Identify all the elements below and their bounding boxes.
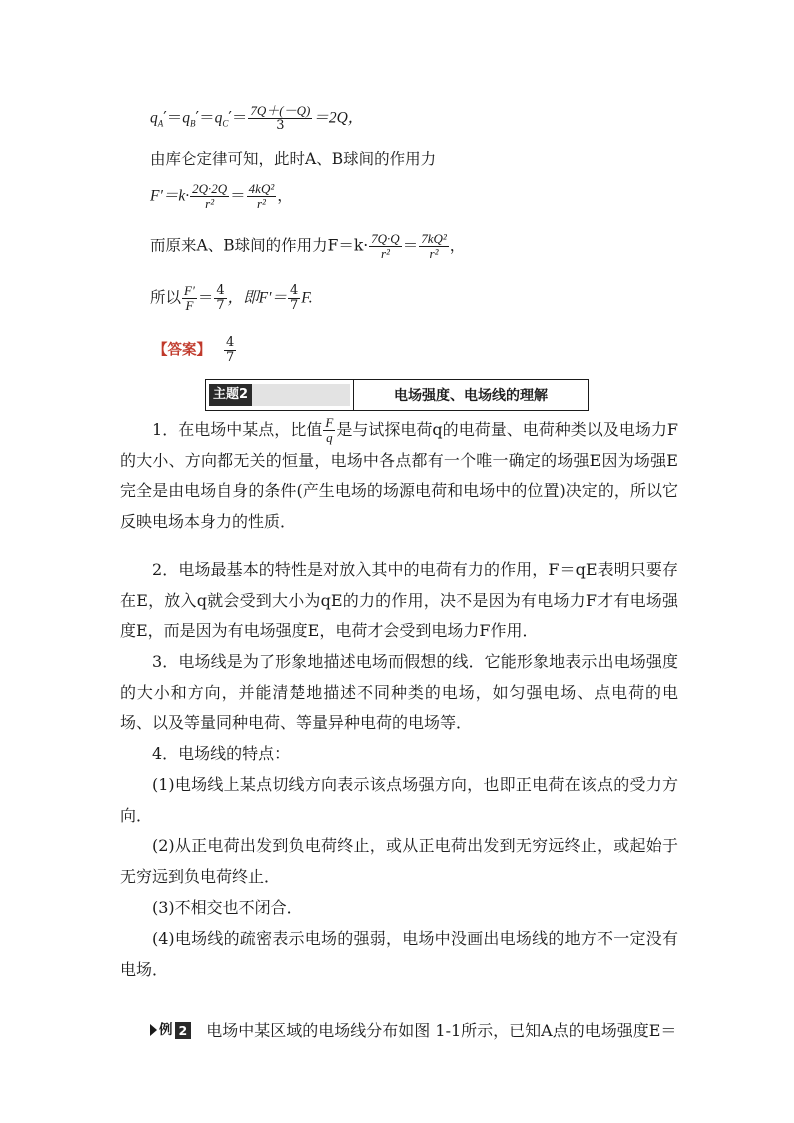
charge-result: ＝2Q， [313, 109, 364, 127]
field-ratio-num: F [325, 415, 334, 430]
answer-num: 4 [225, 335, 235, 350]
answer-fraction [224, 336, 236, 365]
answer-line [153, 336, 237, 365]
subscript-a: A [157, 118, 164, 129]
ratio-num: F′ [184, 283, 195, 298]
charge-symbol-b: q [182, 109, 191, 127]
charge-symbol-a: q [150, 109, 158, 127]
topic-label-bar [252, 384, 350, 406]
charge-fraction [248, 104, 312, 133]
example-tag [150, 1019, 191, 1041]
paragraph-1-rest: 是与试探电荷q的电荷量、电荷种类以及电场力F的大小、方向都无关的恒量，电场中各点都有一个唯一确定的场强E因为场强E完全是由电场自身的条件(产生电场的场源电荷和电场中的位置)决定的，所以它反映电场本身力的性质． [120, 420, 678, 531]
paragraph-5: (1)电场线上某点切线方向表示该点场强方向，也即正电荷在该点的受力方向． [120, 775, 678, 825]
example-label: 例 [159, 1022, 173, 1038]
ratio-end-fraction [288, 284, 300, 313]
paragraph-2: 2．电场最基本的特性是对放入其中的电荷有力的作用，F＝qE表明只要存在E，放入q就会受到大小为qE的力的作用，决不是因为有电场力F才有电场强度E，而是因为有电场强度E，电荷才会受到电场力F作用． [120, 560, 678, 641]
new-force-fraction-2 [247, 182, 277, 211]
comma-1: ， [277, 186, 293, 205]
new-force-den-1: r² [205, 196, 215, 211]
paragraph-1 [120, 415, 678, 537]
example-arrow-icon [150, 1024, 157, 1036]
paragraph-1-start: 1．在电场中某点，比值 [152, 420, 323, 439]
paragraph-8: (4)电场线的疏密表示电场的强弱，电场中没画出电场线的地方不一定没有电场． [120, 929, 678, 979]
ratio-value-den: 7 [216, 298, 225, 313]
original-force-num-1: 7Q·Q [371, 231, 400, 246]
new-force-num-2: 4kQ² [248, 181, 275, 196]
coulomb-law-line: 由库仑定律可知，此时A、B球间的作用力 [150, 150, 437, 168]
original-force-fraction-2 [419, 232, 449, 261]
paragraph-4: 4．电场线的特点： [152, 744, 291, 763]
new-force-fraction-1 [190, 182, 229, 211]
prime-a: ′ [163, 108, 167, 127]
ratio-end-num: 4 [289, 283, 299, 298]
topic-label: 主题2 [209, 384, 252, 406]
topic-header [205, 379, 589, 411]
equals-4: ＝ [230, 186, 246, 205]
original-force-den-2: r² [429, 246, 439, 261]
topic-label-cell [206, 380, 354, 410]
answer-den: 7 [225, 350, 235, 365]
charge-fraction-num: 7Q＋(－Q) [250, 103, 311, 118]
equals-1: ＝ [166, 108, 183, 127]
original-force-den-1: r² [380, 246, 390, 261]
subscript-c: C [222, 118, 229, 129]
force-ratio-equation [150, 284, 313, 313]
charge-distribution-equation [150, 104, 363, 133]
charge-symbol-c: q [214, 109, 223, 127]
ratio-end-den: 7 [289, 298, 299, 313]
comma-2: ， [449, 236, 466, 255]
ratio-mid: ，即F′＝ [227, 289, 287, 307]
new-force-equation [150, 182, 293, 211]
ratio-tail: F. [301, 289, 313, 307]
paragraph-7: (3)不相交也不闭合． [152, 898, 303, 917]
equals-3: ＝ [231, 108, 248, 127]
example-text: 电场中某区域的电场线分布如图 1-1所示，已知A点的电场强度E＝ [206, 1021, 677, 1040]
field-ratio-den: q [326, 430, 333, 445]
equals-5: ＝ [402, 236, 419, 255]
topic-title: 电场强度、电场线的理解 [394, 388, 548, 404]
original-force-equation [150, 232, 465, 261]
ratio-value-num: 4 [216, 283, 225, 298]
ratio-prefix: 所以 [150, 288, 182, 307]
equals-2: ＝ [199, 108, 215, 127]
answer-tag: 【答案】 [153, 342, 211, 359]
new-force-lhs: F′＝k· [150, 187, 190, 205]
new-force-num-1: 2Q·2Q [192, 181, 228, 196]
paragraph-3: 3．电场线是为了形象地描述电场而假想的线．它能形象地表示出电场强度的大小和方向，并能清楚地描述不同种类的电场，如匀强电场、点电荷的电场、以及等量同种电荷、等量异种电荷的电场等． [120, 652, 678, 733]
original-force-num-2: 7kQ² [421, 231, 447, 246]
example-line [150, 1019, 676, 1042]
original-force-fraction-1 [369, 232, 402, 261]
example-number: 2 [175, 1022, 192, 1039]
new-force-den-2: r² [256, 196, 266, 211]
subscript-b: B [190, 118, 196, 129]
original-force-prefix: 而原来A、B球间的作用力F＝k· [150, 236, 369, 255]
ratio-value-fraction [214, 284, 226, 313]
field-ratio-fraction [323, 416, 335, 445]
ratio-fraction [182, 284, 197, 313]
prime-c: ′ [228, 108, 232, 127]
prime-b: ′ [195, 108, 200, 127]
paragraph-6: (2)从正电荷出发到负电荷终止，或从正电荷出发到无穷远终止，或起始于无穷远到负电荷终止． [120, 836, 678, 886]
equals-6: ＝ [197, 288, 214, 307]
charge-fraction-den: 3 [276, 118, 285, 133]
ratio-den: F [185, 298, 194, 313]
